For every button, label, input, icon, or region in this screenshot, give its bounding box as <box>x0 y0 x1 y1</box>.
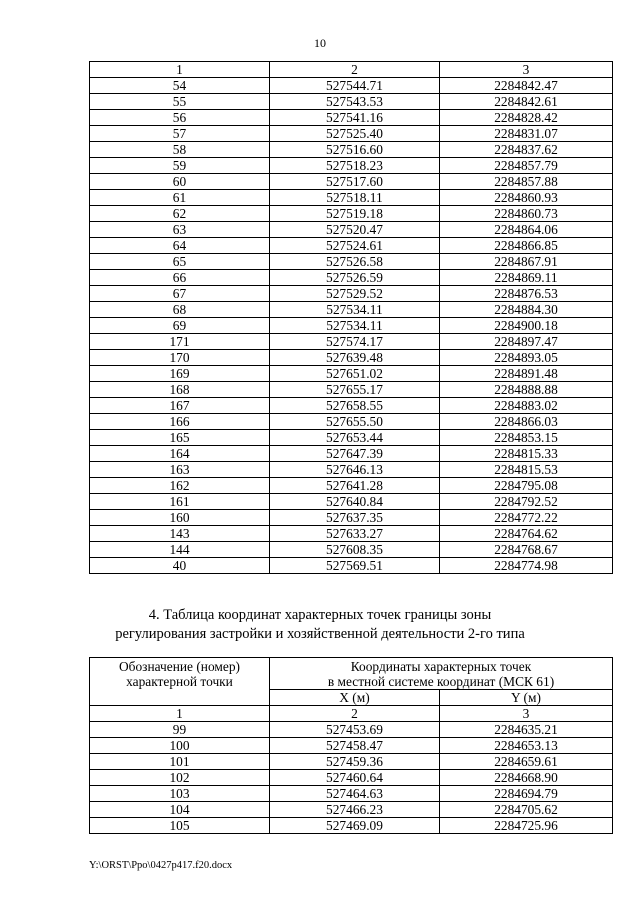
y-coordinate-cell: 2284888.88 <box>440 382 613 398</box>
point-number-cell: 102 <box>90 770 270 786</box>
y-coordinate-cell: 2284842.47 <box>440 78 613 94</box>
point-number-cell: 67 <box>90 286 270 302</box>
y-coordinate-cell: 2284653.13 <box>440 738 613 754</box>
table-row <box>90 722 613 738</box>
point-number-cell: 169 <box>90 366 270 382</box>
table-row <box>90 542 613 558</box>
point-number-cell: 64 <box>90 238 270 254</box>
y-coordinate-cell: 2284837.62 <box>440 142 613 158</box>
point-number-cell: 58 <box>90 142 270 158</box>
x-coordinate-cell: 527520.47 <box>270 222 440 238</box>
x-coordinate-cell: 527637.35 <box>270 510 440 526</box>
y-coordinate-cell: 2284860.73 <box>440 206 613 222</box>
x-coordinate-cell: 527541.16 <box>270 110 440 126</box>
table-row <box>90 238 613 254</box>
y-coordinate-cell: 2284900.18 <box>440 318 613 334</box>
x-coordinate-cell: 527639.48 <box>270 350 440 366</box>
table-row <box>90 222 613 238</box>
y-coordinate-cell: 2284831.07 <box>440 126 613 142</box>
table-row <box>90 350 613 366</box>
numbering-cell-col3: 3 <box>440 706 613 722</box>
table-row <box>90 286 613 302</box>
table-row <box>90 318 613 334</box>
table-row <box>90 302 613 318</box>
section-title-line2: регулирования застройки и хозяйственной деятельности 2-го типа <box>115 626 525 642</box>
point-number-cell: 101 <box>90 754 270 770</box>
point-number-cell: 66 <box>90 270 270 286</box>
point-number-cell: 68 <box>90 302 270 318</box>
table-row <box>90 430 613 446</box>
coordinates-header-line2: в местной системе координат (МСК 61) <box>327 673 555 689</box>
point-number-cell: 57 <box>90 126 270 142</box>
x-header: X (м) <box>270 690 440 706</box>
x-coordinate-cell: 527526.58 <box>270 254 440 270</box>
table-row <box>90 494 613 510</box>
point-number-cell: 166 <box>90 414 270 430</box>
y-coordinate-cell: 2284884.30 <box>440 302 613 318</box>
table-row <box>90 334 613 350</box>
x-coordinate-cell: 527608.35 <box>270 542 440 558</box>
y-coordinate-cell: 2284764.62 <box>440 526 613 542</box>
point-number-cell: 105 <box>90 818 270 834</box>
point-number-cell: 59 <box>90 158 270 174</box>
table-row <box>90 158 613 174</box>
table-row <box>90 558 613 574</box>
x-coordinate-cell: 527466.23 <box>270 802 440 818</box>
point-number-cell: 100 <box>90 738 270 754</box>
numbering-cell-col1: 1 <box>90 706 270 722</box>
point-number-cell: 99 <box>90 722 270 738</box>
point-number-cell: 164 <box>90 446 270 462</box>
column-numbering-row <box>90 706 613 722</box>
y-coordinate-cell: 2284774.98 <box>440 558 613 574</box>
x-coordinate-cell: 527459.36 <box>270 754 440 770</box>
y-coordinate-cell: 2284705.62 <box>440 802 613 818</box>
header-cell-col1: 1 <box>90 62 270 78</box>
point-number-cell: 56 <box>90 110 270 126</box>
x-coordinate-cell: 527655.50 <box>270 414 440 430</box>
point-number-cell: 63 <box>90 222 270 238</box>
y-coordinate-cell: 2284828.42 <box>440 110 613 126</box>
point-number-cell: 165 <box>90 430 270 446</box>
x-coordinate-cell: 527658.55 <box>270 398 440 414</box>
y-coordinate-cell: 2284668.90 <box>440 770 613 786</box>
point-number-cell: 160 <box>90 510 270 526</box>
zone-coordinates-table-body <box>90 658 613 834</box>
section-4-title <box>0 606 640 644</box>
x-coordinate-cell: 527525.40 <box>270 126 440 142</box>
table-row <box>90 510 613 526</box>
table-row <box>90 818 613 834</box>
zone-coordinates-table <box>89 657 613 834</box>
y-coordinate-cell: 2284725.96 <box>440 818 613 834</box>
point-number-cell: 104 <box>90 802 270 818</box>
x-coordinate-cell: 527524.61 <box>270 238 440 254</box>
table-row <box>90 190 613 206</box>
coordinates-header-line1: Координаты характерных точек <box>350 659 532 674</box>
x-coordinate-cell: 527518.11 <box>270 190 440 206</box>
y-coordinate-cell: 2284792.52 <box>440 494 613 510</box>
table-row <box>90 206 613 222</box>
x-coordinate-cell: 527653.44 <box>270 430 440 446</box>
designation-header <box>90 658 270 706</box>
point-number-cell: 55 <box>90 94 270 110</box>
x-coordinate-cell: 527640.84 <box>270 494 440 510</box>
point-number-cell: 60 <box>90 174 270 190</box>
y-coordinate-cell: 2284866.85 <box>440 238 613 254</box>
table-row <box>90 414 613 430</box>
point-number-cell: 65 <box>90 254 270 270</box>
header-cell-col2: 2 <box>270 62 440 78</box>
x-coordinate-cell: 527518.23 <box>270 158 440 174</box>
y-coordinate-cell: 2284860.93 <box>440 190 613 206</box>
y-coordinate-cell: 2284869.11 <box>440 270 613 286</box>
y-coordinate-cell: 2284866.03 <box>440 414 613 430</box>
table-row <box>90 478 613 494</box>
table-row <box>90 110 613 126</box>
point-number-cell: 61 <box>90 190 270 206</box>
x-coordinate-cell: 527544.71 <box>270 78 440 94</box>
table-row <box>90 446 613 462</box>
table-header-row <box>90 658 613 690</box>
point-number-cell: 168 <box>90 382 270 398</box>
y-coordinate-cell: 2284853.15 <box>440 430 613 446</box>
header-cell-col3: 3 <box>440 62 613 78</box>
y-coordinate-cell: 2284635.21 <box>440 722 613 738</box>
point-number-cell: 171 <box>90 334 270 350</box>
table-row <box>90 126 613 142</box>
point-number-cell: 170 <box>90 350 270 366</box>
x-coordinate-cell: 527534.11 <box>270 302 440 318</box>
point-number-cell: 54 <box>90 78 270 94</box>
x-coordinate-cell: 527633.27 <box>270 526 440 542</box>
y-coordinate-cell: 2284857.88 <box>440 174 613 190</box>
point-number-cell: 163 <box>90 462 270 478</box>
numbering-cell-col2: 2 <box>270 706 440 722</box>
y-coordinate-cell: 2284867.91 <box>440 254 613 270</box>
x-coordinate-cell: 527526.59 <box>270 270 440 286</box>
table-row <box>90 398 613 414</box>
table-row <box>90 786 613 802</box>
coordinates-table-body <box>90 62 613 574</box>
y-coordinate-cell: 2284842.61 <box>440 94 613 110</box>
point-number-cell: 143 <box>90 526 270 542</box>
y-coordinate-cell: 2284768.67 <box>440 542 613 558</box>
x-coordinate-cell: 527469.09 <box>270 818 440 834</box>
point-number-cell: 167 <box>90 398 270 414</box>
x-coordinate-cell: 527641.28 <box>270 478 440 494</box>
x-coordinate-cell: 527647.39 <box>270 446 440 462</box>
y-coordinate-cell: 2284876.53 <box>440 286 613 302</box>
table-row <box>90 754 613 770</box>
designation-header-line2: характерной точки <box>126 673 233 689</box>
table-row <box>90 462 613 478</box>
file-path-footer: Y:\ORST\Ppo\0427p417.f20.docx <box>89 860 233 871</box>
table-row <box>90 78 613 94</box>
x-coordinate-cell: 527516.60 <box>270 142 440 158</box>
y-coordinate-cell: 2284897.47 <box>440 334 613 350</box>
x-coordinate-cell: 527534.11 <box>270 318 440 334</box>
point-number-cell: 162 <box>90 478 270 494</box>
designation-header-line1: Обозначение (номер) <box>119 659 240 674</box>
y-coordinate-cell: 2284893.05 <box>440 350 613 366</box>
table-row <box>90 738 613 754</box>
y-coordinate-cell: 2284864.06 <box>440 222 613 238</box>
table-row <box>90 94 613 110</box>
coordinates-header <box>270 658 613 690</box>
table-row <box>90 526 613 542</box>
table-row <box>90 142 613 158</box>
point-number-cell: 69 <box>90 318 270 334</box>
x-coordinate-cell: 527458.47 <box>270 738 440 754</box>
table-row <box>90 254 613 270</box>
x-coordinate-cell: 527453.69 <box>270 722 440 738</box>
table-row <box>90 366 613 382</box>
x-coordinate-cell: 527543.53 <box>270 94 440 110</box>
point-number-cell: 144 <box>90 542 270 558</box>
page-number: 10 <box>314 36 326 50</box>
table-row <box>90 770 613 786</box>
point-number-cell: 103 <box>90 786 270 802</box>
y-coordinate-cell: 2284815.33 <box>440 446 613 462</box>
table-row <box>90 174 613 190</box>
table-row <box>90 382 613 398</box>
point-number-cell: 161 <box>90 494 270 510</box>
y-coordinate-cell: 2284694.79 <box>440 786 613 802</box>
y-coordinate-cell: 2284795.08 <box>440 478 613 494</box>
table-header-row <box>90 62 613 78</box>
x-coordinate-cell: 527519.18 <box>270 206 440 222</box>
point-number-cell: 40 <box>90 558 270 574</box>
y-header: Y (м) <box>440 690 613 706</box>
x-coordinate-cell: 527529.52 <box>270 286 440 302</box>
table-row <box>90 802 613 818</box>
section-title-line1: 4. Таблица координат характерных точек границы зоны <box>148 607 492 623</box>
x-coordinate-cell: 527646.13 <box>270 462 440 478</box>
y-coordinate-cell: 2284659.61 <box>440 754 613 770</box>
y-coordinate-cell: 2284891.48 <box>440 366 613 382</box>
y-coordinate-cell: 2284857.79 <box>440 158 613 174</box>
x-coordinate-cell: 527651.02 <box>270 366 440 382</box>
point-number-cell: 62 <box>90 206 270 222</box>
x-coordinate-cell: 527460.64 <box>270 770 440 786</box>
table-row <box>90 270 613 286</box>
coordinates-table-continued <box>89 61 613 574</box>
x-coordinate-cell: 527517.60 <box>270 174 440 190</box>
y-coordinate-cell: 2284883.02 <box>440 398 613 414</box>
y-coordinate-cell: 2284815.53 <box>440 462 613 478</box>
x-coordinate-cell: 527569.51 <box>270 558 440 574</box>
y-coordinate-cell: 2284772.22 <box>440 510 613 526</box>
x-coordinate-cell: 527574.17 <box>270 334 440 350</box>
x-coordinate-cell: 527655.17 <box>270 382 440 398</box>
x-coordinate-cell: 527464.63 <box>270 786 440 802</box>
